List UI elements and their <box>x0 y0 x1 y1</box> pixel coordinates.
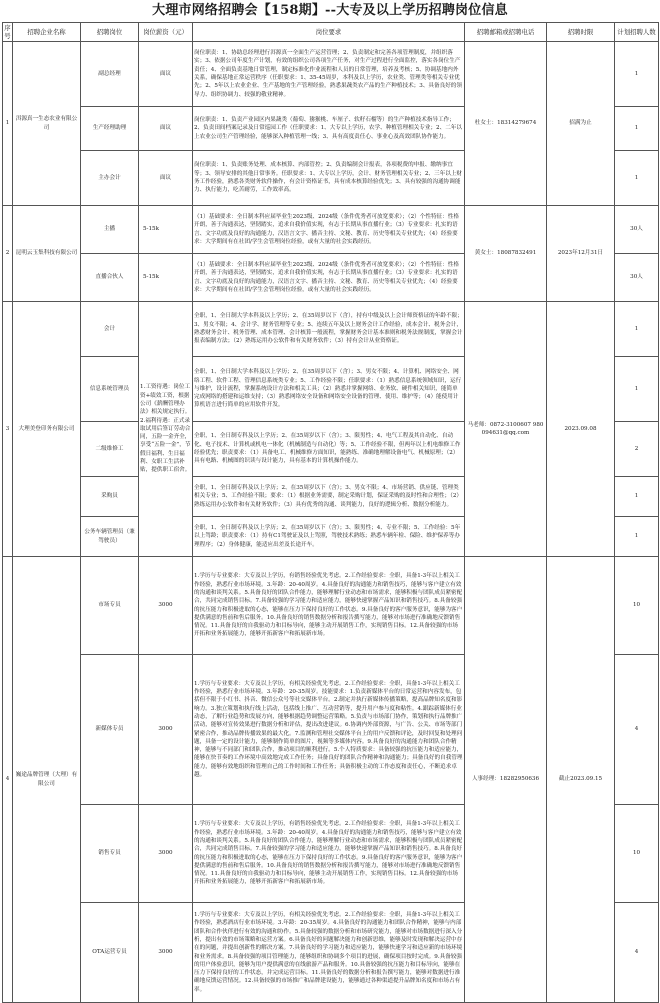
table-row <box>3 206 659 254</box>
requirements-cell: 全职，1、全日制大学本科及以上学历；2、在35周岁以下（含）；3、男女不限；4、计算机、网络安全、网络工程、软件工程、管理信息系统类专业；5、工作经验不限；任职要求：（1）熟悉信息系统领域知识，运行与维护，设计流程，掌握系统设计方法和相关工具；（2）熟悉并掌握网络、业务软、硬件相关知识，能简单完成网络的搭建和运维支持；（3）熟悉网络安全设备和网络安全设备的管理、使用、维护等；（4）能使用计算机语言进行简单的应用软件开发。 <box>193 357 465 422</box>
company-name: 昆明云玉集科技有限公司 <box>13 206 81 302</box>
position-title: 会计 <box>81 302 139 357</box>
position-title: 采购员 <box>81 477 139 517</box>
salary-cell: 面议 <box>139 107 193 151</box>
position-title: 信息系统管理员 <box>81 357 139 422</box>
position-title: 直播合伙人 <box>81 254 139 302</box>
count-cell: 4 <box>615 655 659 805</box>
salary-cell: 5-15k <box>139 254 193 302</box>
count-cell: 1 <box>615 42 659 107</box>
position-title: 公务车辆管理员（兼驾驶员） <box>81 517 139 557</box>
count-cell: 1 <box>615 517 659 557</box>
count-cell: 1 <box>615 357 659 422</box>
table-row <box>3 557 659 655</box>
company-name: 巍途品牌管理（大理）有限公司 <box>13 557 81 1003</box>
company-name: 大理美登印务有限公司 <box>13 302 81 557</box>
seq-cell: 3 <box>3 302 13 557</box>
count-cell: 30人 <box>615 206 659 254</box>
position-title: 主办会计 <box>81 151 139 206</box>
position-title: 销售专员 <box>81 805 139 903</box>
requirements-cell: 全职，1、全日制专科及以上学历；2、在35周岁以下（含）；3、限男性；4、专业不限；5、工作经验：5年以上驾龄；职责要求：（1）持有C1驾驶证及以上驾照，驾驶技术熟练；熟悉车辆年检、保险、维护保养等办理程序；（2）身体健康，能适应出差及长途开车。 <box>193 517 465 557</box>
position-title: 市场专员 <box>81 557 139 655</box>
requirements-cell: 1.学历与专业要求：大专及以上学历，有销售经验优先考虑。2.工作经验要求：全职，具备1-3年以上相关工作经验，熟悉行业市场环境。3.年龄：20-40周岁。4.具备良好的沟通能力和销售技巧，能够与客户建立有效的沟通和谈判关系。5.具备良好的团队合作能力，能够理解行业动态和市场需求，能够积极与团队成员紧密配合，共同完成销售目标。7.具备较强的学习能力和适应能力，能够快速掌握产品知识和销售技巧。8.具备较强的抗压能力和积极进取的心态，能够在压力下保持良好的工作状态。9.具备良好的客户服务意识，能够为客户提供满意的售前和售后服务。10.具备良好的销售数据分析和报告撰写能力，能够对市场进行准确地反馈销售情况。11.具备良好的自我驱动力和目标导向，能够主动开展销售工作，实现销售目标。12.具备较强的市场开拓和业务拓展能力，能够开拓新客户和拓展新市场。 <box>193 557 465 655</box>
count-cell: 4 <box>615 903 659 1003</box>
table-row <box>3 302 659 357</box>
header-requirements: 岗位要求 <box>193 23 465 42</box>
header-contact: 招聘邮箱或招聘电话 <box>465 23 547 42</box>
count-cell: 1 <box>615 302 659 357</box>
page-title: 大理市网络招聘会【158期】--大专及以上学历招聘岗位信息 <box>152 3 508 18</box>
salary-cell: 面议 <box>139 42 193 107</box>
count-cell: 1 <box>615 477 659 517</box>
salary-cell: 3000 <box>139 655 193 805</box>
count-cell: 10 <box>615 557 659 655</box>
contact-cell: 杜女士：18314279674 <box>465 42 547 206</box>
period-cell: 2023.09.08 <box>547 302 615 557</box>
salary-cell: 3000 <box>139 557 193 655</box>
requirements-cell: 全职，1、全日制专科及以上学历；2、在35周岁以下（含）；3、限男性；4、电气工程及其自动化、自动化、电子技术、计算机或机电一体化（机械制造与自动化）等；5、工作经验不限，但两年以上机电维修工作经验优先；职责要求：（1）具备电工、机械维修方面知识，能熟练、准确地理解设备电气、机械原理；（2）具有电路、机械图的识读与设计能力，具有基本的计算机操作能力。 <box>193 422 465 477</box>
count-cell: 1 <box>615 107 659 151</box>
period-cell: 2023年12月31日 <box>547 206 615 302</box>
header-period: 招聘时限 <box>547 23 615 42</box>
count-cell: 30人 <box>615 254 659 302</box>
count-cell: 2 <box>615 422 659 477</box>
seq-cell: 2 <box>3 206 13 302</box>
job-table <box>2 22 659 1003</box>
period-cell: 招满为止 <box>547 42 615 206</box>
company-name: 洱源真一生态农业有限公司 <box>13 42 81 206</box>
requirements-cell: 岗位职责：1、负责产业园区内果蔬类（葡萄、猕猴桃、车厘子、软籽石榴等）的生产种植技术指导工作；2、负责田间档案记录及日常巡园工作（任职要求：1、大专以上学历，农学、种植管理相关专业；2、二年以上农业公司生产管理经验，能够深入种植管理一线；3、具有高度责任心、事业心及高效团队协作能力。 <box>193 107 465 151</box>
position-title: 生产经理助理 <box>81 107 139 151</box>
position-title: 副总经理 <box>81 42 139 107</box>
salary-cell: 3000 <box>139 903 193 1003</box>
position-title: 主播 <box>81 206 139 254</box>
position-title: 二级维修工 <box>81 422 139 477</box>
contact-cell: 黄女士：18087832491 <box>465 206 547 302</box>
benefits-cell: 1.工资待遇：岗位工资+绩效工资，根据公司《薪酬管理办法》相关规定执行。2.福利待遇：正式录取试用后签订劳动合同，五险一金齐全，享受“五险一金”，节假日福利、生日福利、女职工生活补贴，提供职工宿舍。 <box>139 302 193 557</box>
header-seq: 序号 <box>4 24 11 40</box>
requirements-cell: 岗位职责：1、协助总经理进行洱源真一全面生产运营管理；2、负责制定和完善各项管理制度，并组织落实；3、依据公司年度生产计划，有效的组织公司各项生产任务，对生产过程进行全面监控，落实各岗位生产责任；4、全面负责基地日常管理，制定标准化作业流程和人员的日常管理，培养及考核；5、协调基地内外关系，确保基地正常运营秩序（任职要求：1、35-45周岁，本科及以上学历，农业类、管理类等相关专业优先；2、5年以上农业企业、生产基地的生产管理经验，熟悉果蔬类农产品的生产种植技术；3、具备良好的领导力、组织协调力、较强的敬业精神。 <box>193 42 465 107</box>
position-title: 新媒体专员 <box>81 655 139 805</box>
requirements-cell: （1）基础要求：全日制本科应届毕业生2023级、2024级（条件优秀者可放宽要求）；（2）个性特征：性格开朗，善于沟通表达，坚韧踏实，追求自我价值实现，有志于长期从事直播行业；（3）专业要求：扎实的语言、文字功底及良好的沟通能力，汉语言文字、播音主持、文秘、教育、历史等相关专业优先；（4）经验要求：大学期间有在社团/学生会管理岗位经验，或有大量的社会实践经历。 <box>193 206 465 254</box>
salary-cell: 面议 <box>139 151 193 206</box>
seq-cell: 4 <box>3 557 13 1003</box>
table-row <box>3 42 659 107</box>
seq-cell: 1 <box>3 42 13 206</box>
header-salary: 岗位薪资（元） <box>139 23 193 42</box>
count-cell: 10 <box>615 805 659 903</box>
requirements-cell: 1.学历与专业要求：大专及以上学历，有相关经验优先考虑。2.工作经验要求：全职，具备1-3年以上相关工作经验，熟悉行业市场环境。3.年龄：20-35周岁。技能要求：1.负责新媒体平台的日常运营和内容发布，包括但不限于小红书、抖音、微信公众号等社交媒体平台。2.制定并执行新媒体传播策略，提高品牌知名度和影响力。3.独立策划和执行线上活动，包括线上推广、互动营销等，提升用户参与度和粘性。4.跟踪新媒体行业动态，了解行业趋势和发展方向，能够根据趋势调整运营策略。5.负责与市场部门协作，策划和执行品牌推广活动，能够对宣传效果进行数据分析和评估，提出改进建议。6.协调内外部资源，与广告、公关、市场等部门紧密合作，推动品牌传播效果的最大化。7.监测和管理社交媒体平台上的用户反馈和评论，及时回复和处理问题，具备一定的设计能力，能够制作简单的图片，视频等多媒体内容。9.具备良好的沟通能力和团队合作精神，能够与不同部门和团队合作，推动项目的顺利进行。5.个人特质要求：具备较强的抗压能力和适应能力，能够在快节奏的工作环境中高效地完成工作任务；具备良好的团队合作精神和沟通能力；具备良好的自我管理能力，能够有效地组织和管理自己的工作时间和工作任务；具备积极主动的工作态度和责任心，不断追求卓越。 <box>193 655 465 805</box>
requirements-cell: 1.学历与专业要求：大专及以上学历，有相关经验优先考虑。2.工作经验要求：全职，具备1-3年以上相关工作经验，熟悉酒店行业市场环境。3.年龄：20-35周岁。4.具备良好的沟通能力和团队合作精神，能够与内部团队和合作伙伴进行有效的沟通和协作。5.具备较强的数据分析和市场研究能力，能够对市场数据进行深入分析，提出有效的市场策略和运营方案。6.具备良好的问题解决能力和创新思维，能够及时发现和解决运营中存在的问题，并提出创新性的解决方案。7.具备良好的学习能力和适应能力，能够快速学习和适应新的市场环境和业务需求。8.具备较强的项目管理能力，能够组织和协调多个项目的进展，确保项目按时完成。9.具备较强的用户体验意识，能够为用户提供满意的在线旅游产品和服务。10.具备较强的抗压能力和目标导向，能够在压力下保持良好的工作状态，并完成运营目标。11.具备良好的数据分析和报告撰写能力，能够对数据进行准确地反馈运营情况。12.具备较强的市场推广和品牌建设能力，能够通过各种渠道提升品牌知名度和市场占有率。 <box>193 903 465 1003</box>
requirements-cell: 全职，1、全日制专科及以上学历；2、在35周岁以下（含）；3、男女不限；4、市场营销、供应链、管理类相关专业；5、工作经验不限；要求：（1）根据业务需要，制定采购计划，保证采购的及时性和合理性；（2）熟练运用办公软件和有关财务软件；（3）具有优秀的沟通、谈判能力，良好的逻辑分析、数据分析能力。 <box>193 477 465 517</box>
contact-cell: 马老师：0872-3100607 980094631@qq.com <box>465 302 547 557</box>
header-count: 计划招聘人数 <box>615 23 659 42</box>
period-cell: 截止2023.09.15 <box>547 557 615 1003</box>
salary-cell: 3000 <box>139 805 193 903</box>
contact-cell: 人事经理：18282950636 <box>465 557 547 1003</box>
requirements-cell: 全职，1、全日制大学本科及以上学历；2、在35周岁以下（含），持有中级及以上会计师资格证的年龄不限；3、男女不限；4、会计学、财务管理等专业；5、连续五年及以上财务会计工作经验，成本会计、税务会计，熟悉财务会计、税务管理、成本管理、会计核算一般流程，掌握财务会计基本准则和税务法规制度，掌握会计报表编制方法；（2）熟练运用办公软件和有关财务软件；（3）持有会计从业资格证。 <box>193 302 465 357</box>
count-cell: 1 <box>615 151 659 206</box>
requirements-cell: （1）基础要求：全日制本科应届毕业生2023级、2024级（条件优秀者可放宽要求）；（2）个性特征：性格开朗，善于沟通表达，坚韧踏实，追求自我价值实现，有志于长期从事直播行业；（3）专业要求：扎实的语言、文字功底及良好的沟通能力，汉语言文字、播音主持、文秘、教育、历史等相关专业优先；（4）经验要求：大学期间有在社团/学生会管理岗位经验，或有大量的社会实践经历。 <box>193 254 465 302</box>
position-title: OTA运营专员 <box>81 903 139 1003</box>
salary-cell: 5-15k <box>139 206 193 254</box>
requirements-cell: 1.学历与专业要求：大专及以上学历，有销售经验优先考虑。2.工作经验要求：全职，具备1-3年以上相关工作经验，熟悉行业市场环境。3.年龄：20-40周岁。4.具备良好的沟通能力和销售技巧，能够与客户建立有效的沟通和谈判关系。5.具备良好的团队合作能力，能够理解行业动态和市场需求，能够积极与团队成员紧密配合，共同完成销售目标。7.具备较强的学习能力和适应能力，能够快速掌握产品知识和销售技巧。8.具备良好的抗压能力和积极进取的心态，能够在压力下保持良好的工作状态。9.具备良好的客户服务意识，能够为客户提供满意的售前和售后服务。10.具备良好的销售数据分析和报告撰写能力，能够对市场进行准确地反馈销售情况。11.具备良好的自我驱动力和目标导向，能够主动开展销售工作，实现销售目标。12.具备较强的市场开拓和业务拓展能力，能够开拓新客户和拓展新市场。 <box>193 805 465 903</box>
requirements-cell: 岗位职责：1、负责账务处理、成本核算、内部管控；2、负责编制会计报表，各项税费的申报、缴纳事宜等；3、领导安排的其他日常事务。任职要求：1、大专以上学历，会计、财务管理相关专业；2、三年以上财务工作经验，熟悉各类财务软件操作，有会计资格证书，具有成本核算经验优先；3、具有较强的沟通协调能力、执行能力，吃苦耐劳，工作效率高。 <box>193 151 465 206</box>
header-row <box>3 23 659 42</box>
header-position: 招聘岗位 <box>81 23 139 42</box>
header-company: 招聘企业名称 <box>13 23 81 42</box>
